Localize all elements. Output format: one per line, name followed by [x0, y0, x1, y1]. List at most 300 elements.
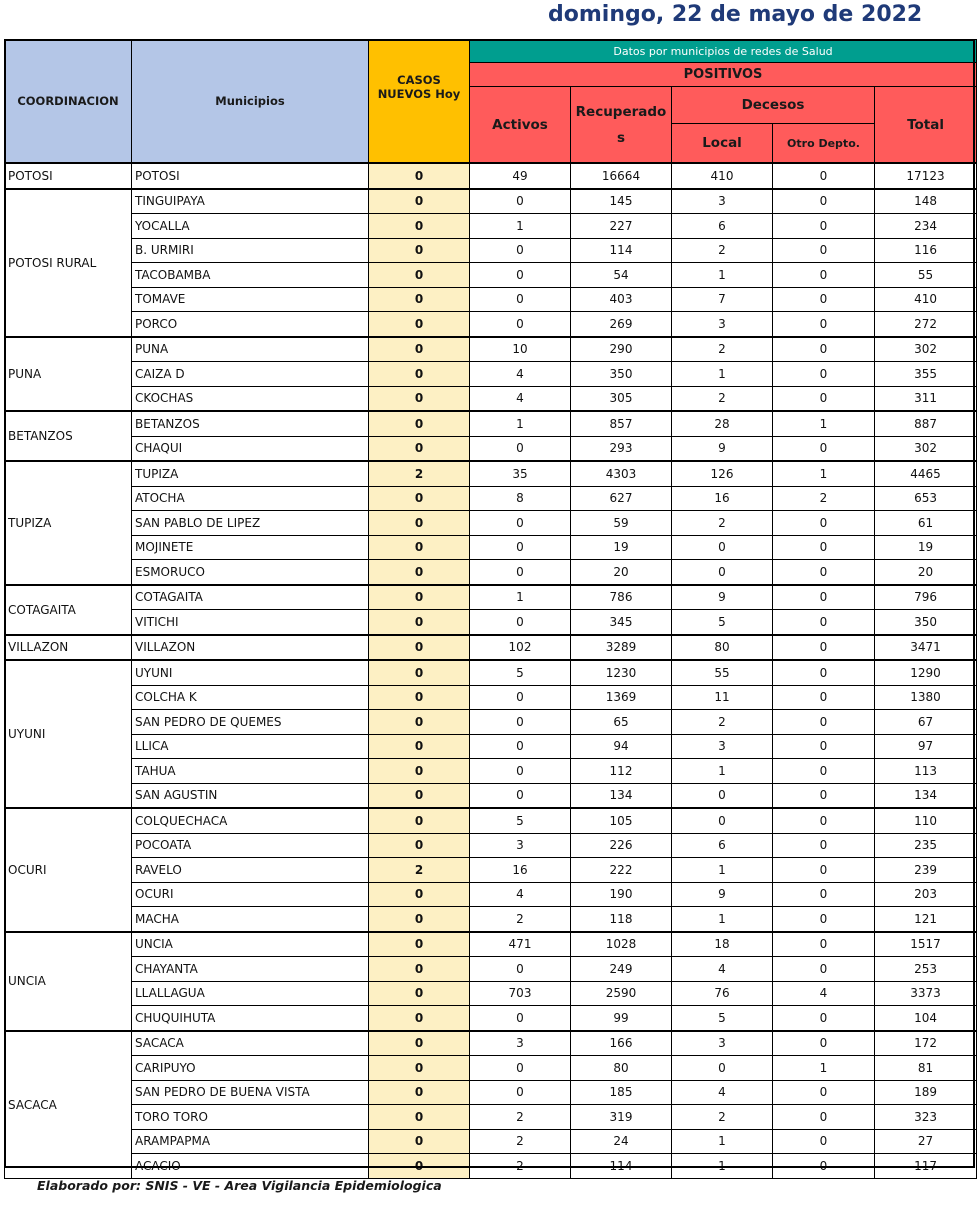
- activos-cell: 0: [470, 560, 571, 585]
- decesos-otro-depto-cell: 0: [773, 511, 875, 536]
- total-cell: 203: [875, 882, 977, 907]
- recuperados-cell: 190: [571, 882, 672, 907]
- activos-cell: 2: [470, 1105, 571, 1130]
- municipio-cell: CKOCHAS: [132, 386, 369, 411]
- decesos-local-cell: 0: [672, 560, 773, 585]
- casos-nuevos-cell: 0: [369, 312, 470, 337]
- total-cell: 117: [875, 1154, 977, 1179]
- table-row: [5, 560, 977, 585]
- activos-cell: 2: [470, 1129, 571, 1154]
- casos-nuevos-cell: 0: [369, 486, 470, 511]
- total-cell: 148: [875, 189, 977, 214]
- casos-nuevos-cell: 0: [369, 585, 470, 610]
- activos-cell: 0: [470, 535, 571, 560]
- municipio-cell: CARIPUYO: [132, 1056, 369, 1081]
- recuperados-cell: 4303: [571, 461, 672, 486]
- header-casos-nuevos: [369, 40, 470, 164]
- decesos-otro-depto-cell: 0: [773, 907, 875, 932]
- activos-cell: 703: [470, 981, 571, 1006]
- total-cell: 61: [875, 511, 977, 536]
- decesos-local-cell: 18: [672, 932, 773, 957]
- municipio-cell: TUPIZA: [132, 461, 369, 486]
- coordinacion-cell: POTOSI RURAL: [5, 189, 132, 337]
- municipio-cell: TACOBAMBA: [132, 263, 369, 288]
- casos-nuevos-cell: 0: [369, 882, 470, 907]
- header-casos-line1: CASOS: [397, 73, 441, 87]
- table-row: [5, 163, 977, 189]
- decesos-otro-depto-cell: 0: [773, 560, 875, 585]
- recuperados-cell: 857: [571, 411, 672, 436]
- decesos-local-cell: 4: [672, 1080, 773, 1105]
- casos-nuevos-cell: 0: [369, 163, 470, 189]
- decesos-otro-depto-cell: 0: [773, 1006, 875, 1031]
- casos-nuevos-cell: 0: [369, 833, 470, 858]
- casos-nuevos-cell: 0: [369, 1105, 470, 1130]
- decesos-local-cell: 16: [672, 486, 773, 511]
- decesos-local-cell: 6: [672, 833, 773, 858]
- table-row: [5, 386, 977, 411]
- table-row: [5, 710, 977, 735]
- recuperados-cell: 1028: [571, 932, 672, 957]
- coordinacion-cell: UYUNI: [5, 660, 132, 808]
- casos-nuevos-cell: 0: [369, 436, 470, 461]
- decesos-local-cell: 9: [672, 436, 773, 461]
- coordinacion-cell: UNCIA: [5, 932, 132, 1031]
- decesos-otro-depto-cell: 0: [773, 858, 875, 883]
- decesos-otro-depto-cell: 0: [773, 238, 875, 263]
- table-row: [5, 263, 977, 288]
- decesos-otro-depto-cell: 0: [773, 535, 875, 560]
- decesos-otro-depto-cell: 0: [773, 362, 875, 387]
- decesos-otro-depto-cell: 0: [773, 1129, 875, 1154]
- municipio-cell: TOMAVE: [132, 287, 369, 312]
- table-row: [5, 1105, 977, 1130]
- total-cell: 81: [875, 1056, 977, 1081]
- table-row: [5, 932, 977, 957]
- decesos-local-cell: 1: [672, 263, 773, 288]
- decesos-local-cell: 2: [672, 238, 773, 263]
- municipio-cell: ATOCHA: [132, 486, 369, 511]
- decesos-otro-depto-cell: 0: [773, 386, 875, 411]
- municipio-cell: PORCO: [132, 312, 369, 337]
- municipio-cell: YOCALLA: [132, 214, 369, 239]
- activos-cell: 49: [470, 163, 571, 189]
- total-cell: 302: [875, 436, 977, 461]
- casos-nuevos-cell: 0: [369, 932, 470, 957]
- coordinacion-cell: TUPIZA: [5, 461, 132, 585]
- decesos-otro-depto-cell: 0: [773, 189, 875, 214]
- activos-cell: 35: [470, 461, 571, 486]
- decesos-otro-depto-cell: 1: [773, 411, 875, 436]
- total-cell: 235: [875, 833, 977, 858]
- decesos-otro-depto-cell: 0: [773, 337, 875, 362]
- total-cell: 189: [875, 1080, 977, 1105]
- table-row: [5, 411, 977, 436]
- municipio-cell: SACACA: [132, 1031, 369, 1056]
- activos-cell: 0: [470, 511, 571, 536]
- casos-nuevos-cell: 0: [369, 1080, 470, 1105]
- casos-nuevos-cell: 0: [369, 1006, 470, 1031]
- table-row: [5, 759, 977, 784]
- total-cell: 653: [875, 486, 977, 511]
- activos-cell: 0: [470, 238, 571, 263]
- municipio-cell: RAVELO: [132, 858, 369, 883]
- table-row: [5, 734, 977, 759]
- decesos-local-cell: 1: [672, 1129, 773, 1154]
- recuperados-cell: 1230: [571, 660, 672, 685]
- municipio-cell: CHUQUIHUTA: [132, 1006, 369, 1031]
- decesos-local-cell: 3: [672, 1031, 773, 1056]
- recuperados-cell: 293: [571, 436, 672, 461]
- table-row: [5, 362, 977, 387]
- total-cell: 1517: [875, 932, 977, 957]
- header-total: Total: [875, 87, 977, 164]
- casos-nuevos-cell: 0: [369, 214, 470, 239]
- header-casos-line2: NUEVOS Hoy: [377, 87, 461, 101]
- recuperados-cell: 2590: [571, 981, 672, 1006]
- activos-cell: 0: [470, 710, 571, 735]
- total-cell: 110: [875, 808, 977, 833]
- decesos-local-cell: 76: [672, 981, 773, 1006]
- total-cell: 272: [875, 312, 977, 337]
- table-row: [5, 610, 977, 635]
- decesos-local-cell: 80: [672, 635, 773, 661]
- recuperados-cell: 226: [571, 833, 672, 858]
- decesos-otro-depto-cell: 0: [773, 263, 875, 288]
- municipio-cell: TAHUA: [132, 759, 369, 784]
- municipio-cell: UYUNI: [132, 660, 369, 685]
- decesos-otro-depto-cell: 0: [773, 635, 875, 661]
- table-body: [5, 163, 977, 1178]
- activos-cell: 0: [470, 734, 571, 759]
- recuperados-cell: 16664: [571, 163, 672, 189]
- casos-nuevos-cell: 0: [369, 957, 470, 982]
- municipio-cell: TORO TORO: [132, 1105, 369, 1130]
- total-cell: 67: [875, 710, 977, 735]
- municipio-cell: BETANZOS: [132, 411, 369, 436]
- recuperados-cell: 227: [571, 214, 672, 239]
- coordinacion-cell: VILLAZON: [5, 635, 132, 661]
- decesos-otro-depto-cell: 0: [773, 808, 875, 833]
- activos-cell: 0: [470, 759, 571, 784]
- casos-nuevos-cell: 0: [369, 287, 470, 312]
- decesos-local-cell: 11: [672, 685, 773, 710]
- recuperados-cell: 1369: [571, 685, 672, 710]
- decesos-local-cell: 55: [672, 660, 773, 685]
- activos-cell: 4: [470, 386, 571, 411]
- decesos-otro-depto-cell: 0: [773, 783, 875, 808]
- activos-cell: 5: [470, 660, 571, 685]
- activos-cell: 1: [470, 411, 571, 436]
- total-cell: 796: [875, 585, 977, 610]
- total-cell: 172: [875, 1031, 977, 1056]
- recuperados-cell: 166: [571, 1031, 672, 1056]
- casos-nuevos-cell: 0: [369, 411, 470, 436]
- decesos-otro-depto-cell: 0: [773, 610, 875, 635]
- decesos-otro-depto-cell: 0: [773, 932, 875, 957]
- decesos-local-cell: 28: [672, 411, 773, 436]
- table-row: [5, 981, 977, 1006]
- coordinacion-cell: OCURI: [5, 808, 132, 932]
- municipio-cell: SAN PEDRO DE BUENA VISTA: [132, 1080, 369, 1105]
- decesos-local-cell: 410: [672, 163, 773, 189]
- coordinacion-cell: POTOSI: [5, 163, 132, 189]
- casos-nuevos-cell: 0: [369, 386, 470, 411]
- decesos-otro-depto-cell: 0: [773, 163, 875, 189]
- decesos-otro-depto-cell: 0: [773, 312, 875, 337]
- activos-cell: 0: [470, 189, 571, 214]
- decesos-local-cell: 2: [672, 1105, 773, 1130]
- activos-cell: 4: [470, 882, 571, 907]
- activos-cell: 1: [470, 214, 571, 239]
- table-row: [5, 882, 977, 907]
- municipio-cell: ESMORUCO: [132, 560, 369, 585]
- recuperados-cell: 350: [571, 362, 672, 387]
- activos-cell: 0: [470, 1080, 571, 1105]
- decesos-local-cell: 0: [672, 808, 773, 833]
- casos-nuevos-cell: 0: [369, 783, 470, 808]
- table-row: [5, 1031, 977, 1056]
- municipio-cell: TINGUIPAYA: [132, 189, 369, 214]
- table-row: [5, 1006, 977, 1031]
- coordinacion-cell: BETANZOS: [5, 411, 132, 461]
- casos-nuevos-cell: 0: [369, 610, 470, 635]
- total-cell: 19: [875, 535, 977, 560]
- decesos-otro-depto-cell: 0: [773, 585, 875, 610]
- table-row: [5, 461, 977, 486]
- total-cell: 1290: [875, 660, 977, 685]
- decesos-local-cell: 5: [672, 1006, 773, 1031]
- recuperados-cell: 94: [571, 734, 672, 759]
- municipio-cell: B. URMIRI: [132, 238, 369, 263]
- header-datos-redes: Datos por municipios de redes de Salud: [470, 40, 977, 63]
- activos-cell: 0: [470, 610, 571, 635]
- decesos-otro-depto-cell: 1: [773, 1056, 875, 1081]
- table-row: [5, 808, 977, 833]
- header-positivos: POSITIVOS: [470, 63, 977, 87]
- decesos-local-cell: 0: [672, 535, 773, 560]
- report-date-title: domingo, 22 de mayo de 2022: [548, 2, 923, 27]
- decesos-local-cell: 1: [672, 858, 773, 883]
- municipio-cell: CAIZA D: [132, 362, 369, 387]
- table-row: [5, 436, 977, 461]
- decesos-otro-depto-cell: 2: [773, 486, 875, 511]
- decesos-local-cell: 6: [672, 214, 773, 239]
- decesos-otro-depto-cell: 0: [773, 660, 875, 685]
- decesos-local-cell: 9: [672, 585, 773, 610]
- recuperados-cell: 112: [571, 759, 672, 784]
- activos-cell: 4: [470, 362, 571, 387]
- recuperados-cell: 290: [571, 337, 672, 362]
- casos-nuevos-cell: 0: [369, 560, 470, 585]
- municipio-cell: COLCHA K: [132, 685, 369, 710]
- activos-cell: 102: [470, 635, 571, 661]
- header-recuperados: [571, 87, 672, 164]
- header-otro-depto: Otro Depto.: [773, 124, 875, 164]
- activos-cell: 0: [470, 685, 571, 710]
- casos-nuevos-cell: 0: [369, 808, 470, 833]
- decesos-otro-depto-cell: 0: [773, 685, 875, 710]
- recuperados-cell: 3289: [571, 635, 672, 661]
- header-coordinacion: COORDINACION: [5, 40, 132, 164]
- casos-nuevos-cell: 0: [369, 1154, 470, 1179]
- total-cell: 3373: [875, 981, 977, 1006]
- decesos-otro-depto-cell: 0: [773, 1105, 875, 1130]
- activos-cell: 0: [470, 263, 571, 288]
- total-cell: 4465: [875, 461, 977, 486]
- casos-nuevos-cell: 0: [369, 337, 470, 362]
- total-cell: 234: [875, 214, 977, 239]
- decesos-local-cell: 2: [672, 386, 773, 411]
- decesos-otro-depto-cell: 0: [773, 882, 875, 907]
- recuperados-cell: 54: [571, 263, 672, 288]
- municipio-cell: CHAQUI: [132, 436, 369, 461]
- total-cell: 355: [875, 362, 977, 387]
- municipio-cell: SAN AGUSTIN: [132, 783, 369, 808]
- activos-cell: 3: [470, 833, 571, 858]
- recuperados-cell: 249: [571, 957, 672, 982]
- activos-cell: 0: [470, 1006, 571, 1031]
- casos-nuevos-cell: 2: [369, 461, 470, 486]
- coordinacion-cell: SACACA: [5, 1031, 132, 1179]
- municipio-cell: POTOSI: [132, 163, 369, 189]
- decesos-local-cell: 2: [672, 337, 773, 362]
- decesos-otro-depto-cell: 1: [773, 461, 875, 486]
- table-header: [5, 40, 977, 164]
- header-decesos: Decesos: [672, 87, 875, 124]
- header-recuperados-line1: Recuperado: [575, 103, 667, 120]
- total-cell: 350: [875, 610, 977, 635]
- table-row: [5, 337, 977, 362]
- table-row: [5, 238, 977, 263]
- total-cell: 253: [875, 957, 977, 982]
- activos-cell: 3: [470, 1031, 571, 1056]
- table-row: [5, 511, 977, 536]
- recuperados-cell: 105: [571, 808, 672, 833]
- table-row: [5, 858, 977, 883]
- activos-cell: 0: [470, 436, 571, 461]
- decesos-local-cell: 0: [672, 783, 773, 808]
- decesos-local-cell: 1: [672, 1154, 773, 1179]
- municipio-cell: UNCIA: [132, 932, 369, 957]
- casos-nuevos-cell: 0: [369, 1031, 470, 1056]
- municipio-cell: VITICHI: [132, 610, 369, 635]
- total-cell: 134: [875, 783, 977, 808]
- recuperados-cell: 403: [571, 287, 672, 312]
- table-row: [5, 907, 977, 932]
- decesos-local-cell: 1: [672, 907, 773, 932]
- casos-nuevos-cell: 2: [369, 858, 470, 883]
- decesos-local-cell: 1: [672, 759, 773, 784]
- total-cell: 20: [875, 560, 977, 585]
- municipio-cell: ACACIO: [132, 1154, 369, 1179]
- casos-nuevos-cell: 0: [369, 362, 470, 387]
- casos-nuevos-cell: 0: [369, 907, 470, 932]
- municipio-cell: SAN PABLO DE LIPEZ: [132, 511, 369, 536]
- recuperados-cell: 627: [571, 486, 672, 511]
- table-row: [5, 1129, 977, 1154]
- recuperados-cell: 114: [571, 1154, 672, 1179]
- coordinacion-cell: PUNA: [5, 337, 132, 412]
- table-row: [5, 486, 977, 511]
- total-cell: 239: [875, 858, 977, 883]
- decesos-otro-depto-cell: 0: [773, 214, 875, 239]
- decesos-otro-depto-cell: 0: [773, 287, 875, 312]
- recuperados-cell: 99: [571, 1006, 672, 1031]
- recuperados-cell: 145: [571, 189, 672, 214]
- recuperados-cell: 118: [571, 907, 672, 932]
- activos-cell: 2: [470, 1154, 571, 1179]
- recuperados-cell: 134: [571, 783, 672, 808]
- municipio-cell: LLICA: [132, 734, 369, 759]
- casos-nuevos-cell: 0: [369, 635, 470, 661]
- activos-cell: 10: [470, 337, 571, 362]
- recuperados-cell: 305: [571, 386, 672, 411]
- decesos-local-cell: 5: [672, 610, 773, 635]
- recuperados-cell: 65: [571, 710, 672, 735]
- total-cell: 121: [875, 907, 977, 932]
- total-cell: 3471: [875, 635, 977, 661]
- casos-nuevos-cell: 0: [369, 263, 470, 288]
- table-row: [5, 287, 977, 312]
- casos-nuevos-cell: 0: [369, 981, 470, 1006]
- casos-nuevos-cell: 0: [369, 511, 470, 536]
- total-cell: 323: [875, 1105, 977, 1130]
- total-cell: 302: [875, 337, 977, 362]
- header-recuperados-line2: s: [616, 129, 626, 146]
- decesos-otro-depto-cell: 0: [773, 833, 875, 858]
- recuperados-cell: 269: [571, 312, 672, 337]
- activos-cell: 0: [470, 312, 571, 337]
- header-municipios: Municipios: [132, 40, 369, 164]
- activos-cell: 471: [470, 932, 571, 957]
- header-local: Local: [672, 124, 773, 164]
- casos-nuevos-cell: 0: [369, 1056, 470, 1081]
- casos-nuevos-cell: 0: [369, 734, 470, 759]
- activos-cell: 0: [470, 957, 571, 982]
- municipio-cell: MACHA: [132, 907, 369, 932]
- total-cell: 17123: [875, 163, 977, 189]
- municipio-cell: CHAYANTA: [132, 957, 369, 982]
- municipio-cell: SAN PEDRO DE QUEMES: [132, 710, 369, 735]
- casos-nuevos-cell: 0: [369, 660, 470, 685]
- decesos-otro-depto-cell: 0: [773, 734, 875, 759]
- casos-nuevos-cell: 0: [369, 759, 470, 784]
- casos-nuevos-cell: 0: [369, 535, 470, 560]
- municipio-cell: LLALLAGUA: [132, 981, 369, 1006]
- casos-nuevos-cell: 0: [369, 685, 470, 710]
- municipio-cell: VILLAZON: [132, 635, 369, 661]
- table-row: [5, 535, 977, 560]
- coordinacion-cell: COTAGAITA: [5, 585, 132, 635]
- casos-nuevos-cell: 0: [369, 238, 470, 263]
- municipio-cell: ARAMPAPMA: [132, 1129, 369, 1154]
- table-row: [5, 660, 977, 685]
- decesos-local-cell: 3: [672, 734, 773, 759]
- table-row: [5, 635, 977, 661]
- decesos-otro-depto-cell: 0: [773, 710, 875, 735]
- total-cell: 410: [875, 287, 977, 312]
- casos-nuevos-cell: 0: [369, 1129, 470, 1154]
- recuperados-cell: 222: [571, 858, 672, 883]
- table-row: [5, 1080, 977, 1105]
- decesos-local-cell: 9: [672, 882, 773, 907]
- total-cell: 55: [875, 263, 977, 288]
- footer-credit: Elaborado por: SNIS - VE - Area Vigilancia Epidemiologica: [37, 1178, 442, 1193]
- table-row: [5, 685, 977, 710]
- table-row: [5, 312, 977, 337]
- decesos-otro-depto-cell: 0: [773, 436, 875, 461]
